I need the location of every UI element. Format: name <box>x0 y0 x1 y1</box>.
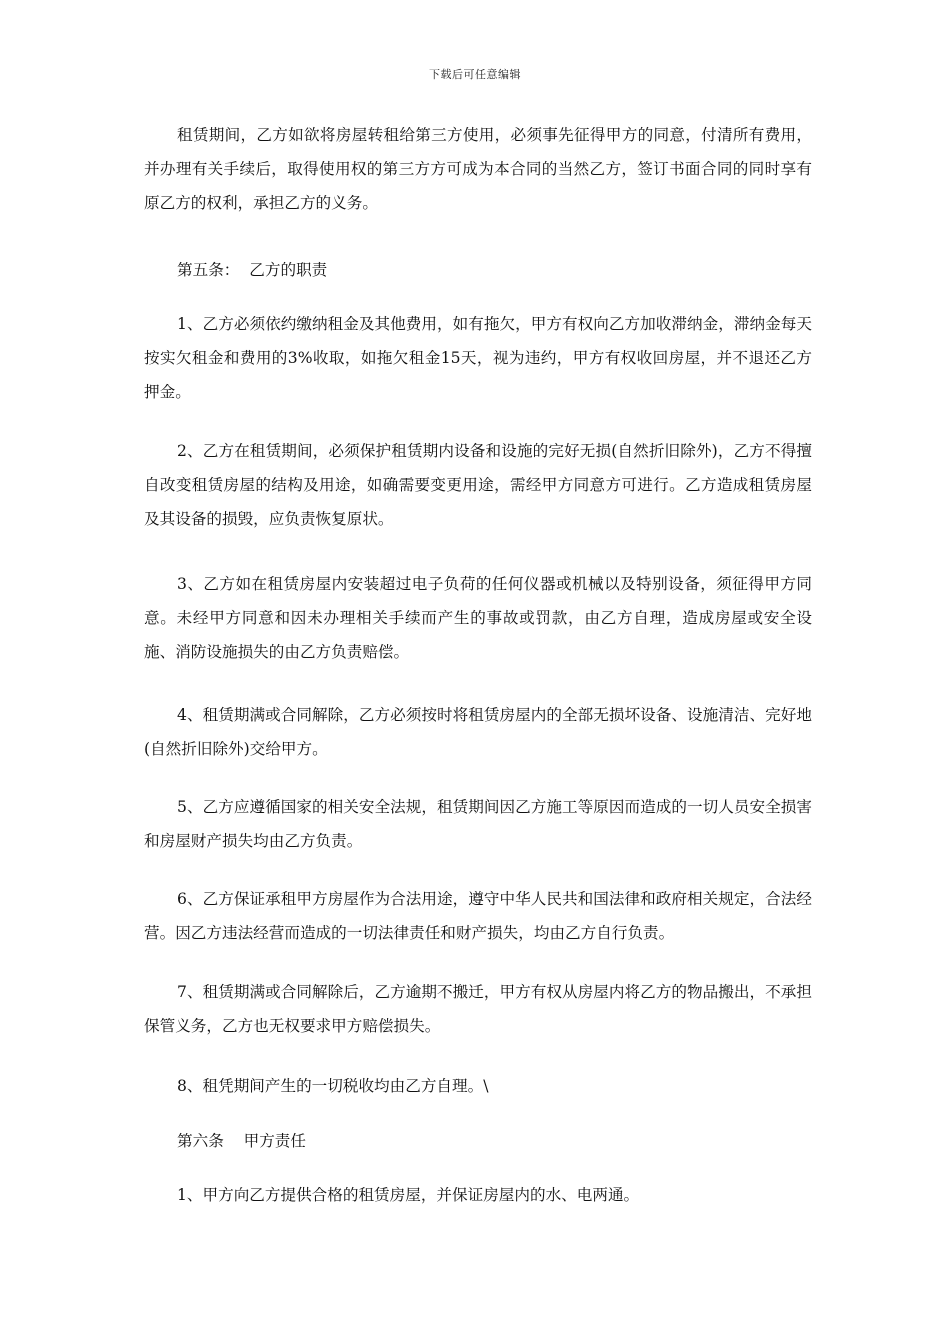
article-5-item-1: 1、乙方必须依约缴纳租金及其他费用，如有拖欠，甲方有权向乙方加收滞纳金，滞纳金每天按实欠租金和费用的3%收取，如拖欠租金15天，视为违约，甲方有权收回房屋，并不退还乙方押金。 <box>144 315 812 401</box>
article-6-heading: 第六条 甲方责任 <box>177 1132 306 1150</box>
article-5-item-2: 2、乙方在租赁期间，必须保护租赁期内设备和设施的完好无损(自然折旧除外)，乙方不得擅自改变租赁房屋的结构及用途，如确需要变更用途，需经甲方同意方可进行。乙方造成租赁房屋及其设备的损毁，应负责恢复原状。 <box>144 442 812 528</box>
intro-paragraph: 租赁期间，乙方如欲将房屋转租给第三方使用，必须事先征得甲方的同意，付清所有费用，并办理有关手续后，取得使用权的第三方方可成为本合同的当然乙方，签订书面合同的同时享有原乙方的权利，承担乙方的义务。 <box>144 126 812 212</box>
article-5-item-3: 3、乙方如在租赁房屋内安装超过电子负荷的任何仪器或机械以及特别设备，须征得甲方同意。未经甲方同意和因未办理相关手续而产生的事故或罚款，由乙方自理，造成房屋或安全设施、消防设施损失的由乙方负责赔偿。 <box>144 575 812 661</box>
article-5-item-8: 8、租凭期间产生的一切税收均由乙方自理。\ <box>177 1077 489 1095</box>
article-5-item-7: 7、租赁期满或合同解除后，乙方逾期不搬迁，甲方有权从房屋内将乙方的物品搬出，不承担保管义务，乙方也无权要求甲方赔偿损失。 <box>144 983 812 1035</box>
header-note: 下载后可任意编辑 <box>429 68 521 81</box>
article-6-item-1: 1、甲方向乙方提供合格的租赁房屋，并保证房屋内的水、电两通。 <box>177 1186 640 1204</box>
article-5-item-5: 5、乙方应遵循国家的相关安全法规，租赁期间因乙方施工等原因而造成的一切人员安全损害和房屋财产损失均由乙方负责。 <box>144 798 812 850</box>
article-5-heading: 第五条： 乙方的职责 <box>177 261 328 279</box>
article-5-item-6: 6、乙方保证承租甲方房屋作为合法用途，遵守中华人民共和国法律和政府相关规定，合法经营。因乙方违法经营而造成的一切法律责任和财产损失，均由乙方自行负责。 <box>144 890 812 942</box>
article-5-item-4: 4、租赁期满或合同解除，乙方必须按时将租赁房屋内的全部无损坏设备、设施清洁、完好地(自然折旧除外)交给甲方。 <box>144 706 812 758</box>
